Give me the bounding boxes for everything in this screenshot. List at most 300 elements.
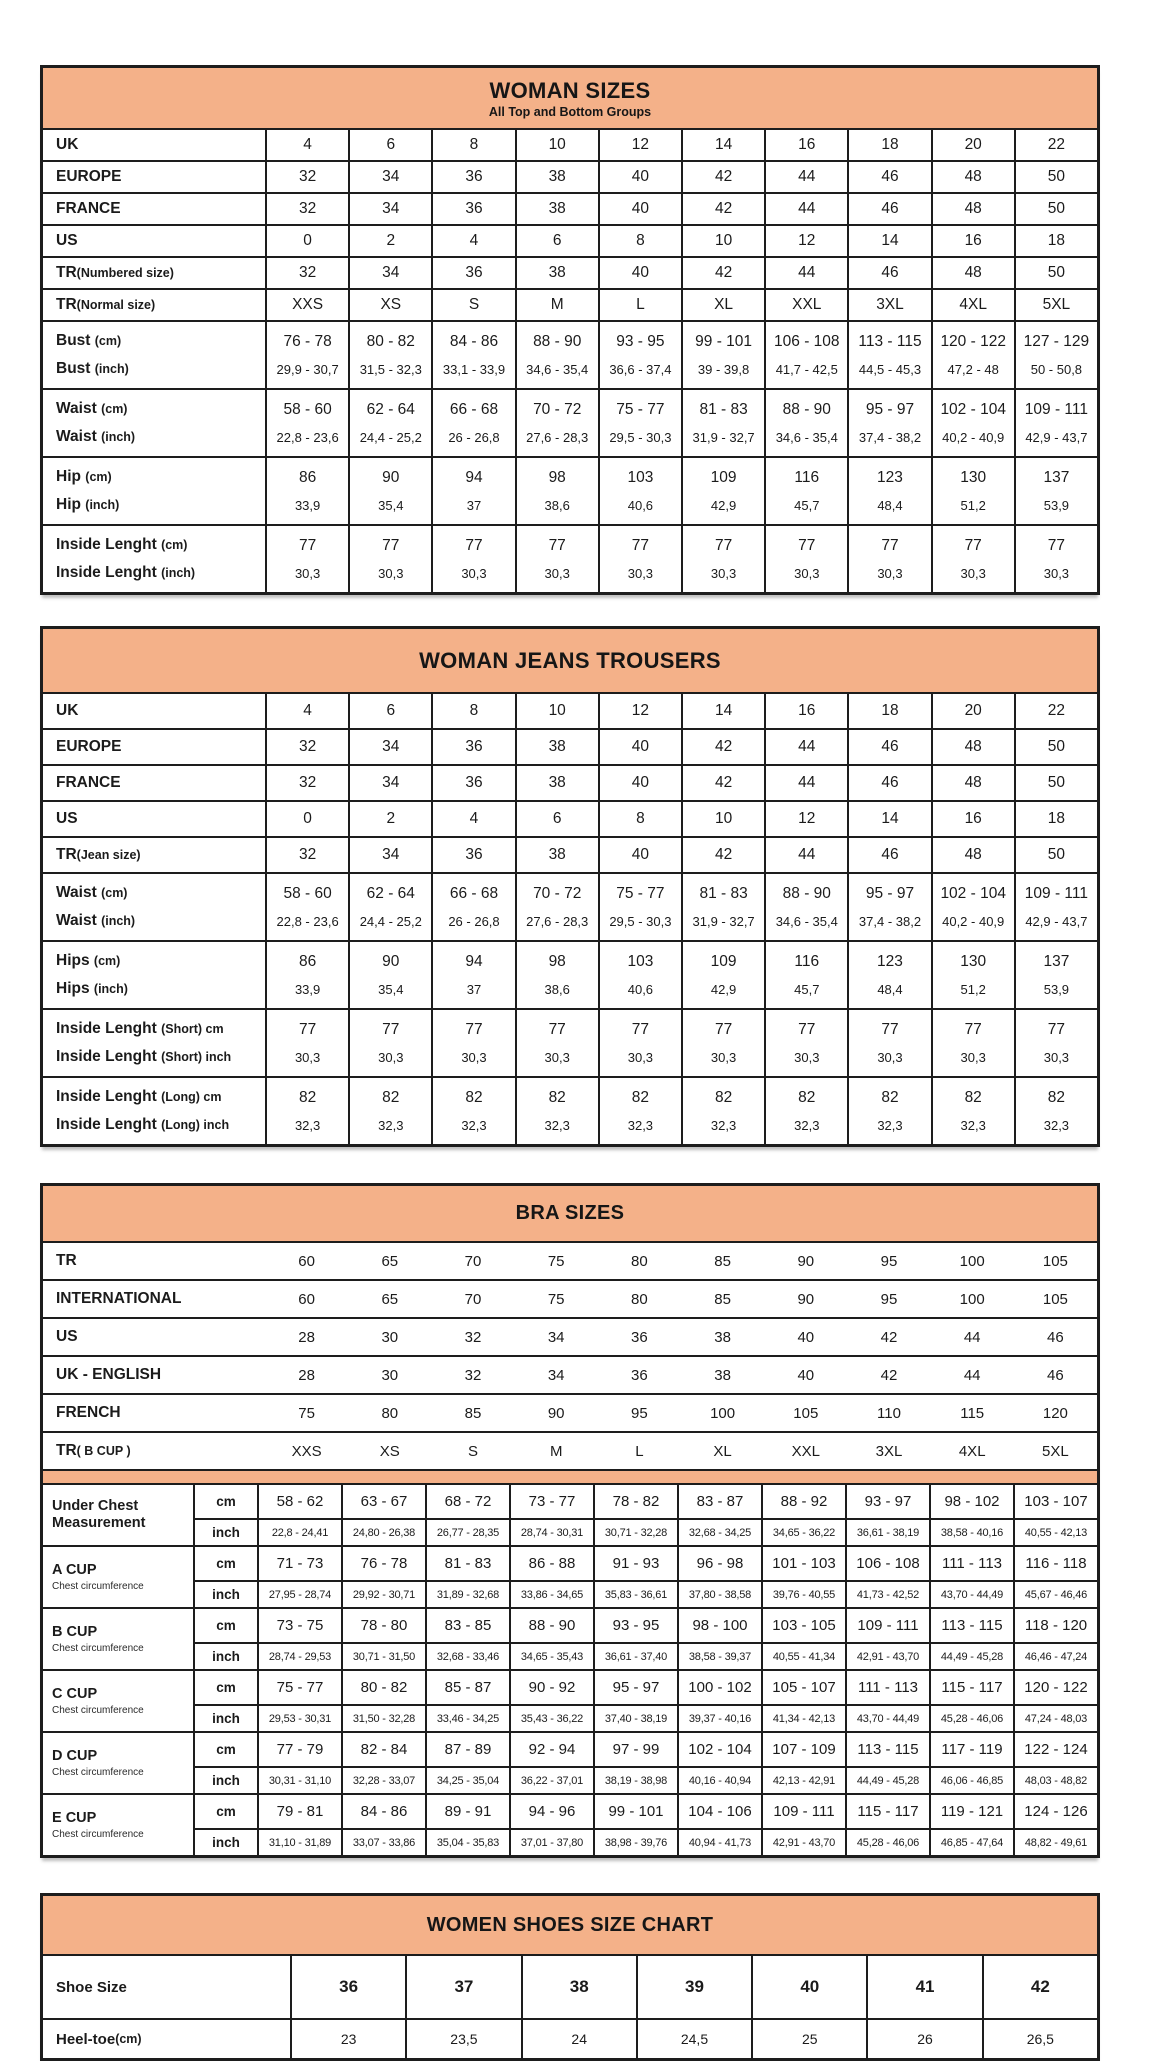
size-value-cm: 82 — [382, 1089, 400, 1106]
size-value: 0 — [265, 802, 348, 836]
size-value-inch: 32,3 — [294, 1118, 321, 1133]
row-label — [43, 1733, 193, 1793]
size-value-cm: 83 - 87 — [677, 1485, 761, 1518]
size-value-pair — [931, 942, 1014, 1008]
row-label — [43, 322, 265, 388]
size-value: 85 — [714, 1290, 731, 1308]
size-value: 75 — [547, 1290, 565, 1308]
table-title: BRA SIZES — [515, 1202, 625, 1224]
size-value-pair — [598, 942, 681, 1008]
size-value-inch: 33,9 — [294, 982, 321, 997]
size-value-inch: 36,22 - 37,01 — [509, 1766, 593, 1793]
cup-group — [43, 1545, 1097, 1607]
size-value: 22 — [1014, 130, 1097, 160]
table-row — [43, 224, 1097, 256]
size-value: 44 — [764, 162, 847, 192]
size-value-pair — [681, 322, 764, 388]
size-value-cm: 77 — [298, 537, 317, 554]
size-value-pair — [348, 390, 431, 456]
size-value-cm: 77 — [964, 537, 982, 554]
size-value-inch: 30,3 — [794, 1050, 820, 1065]
size-value: 39 — [636, 1956, 751, 2018]
size-value-pair — [764, 1078, 847, 1144]
size-value-inch: 46,06 - 46,85 — [929, 1766, 1013, 1793]
size-value: 36 — [431, 162, 514, 192]
size-value-inch: 45,7 — [794, 982, 820, 997]
size-value: 80 — [631, 1290, 648, 1308]
size-value-cm: 58 - 62 — [257, 1485, 341, 1518]
size-value: 48 — [931, 194, 1014, 224]
size-value-inch: 35,43 - 36,22 — [509, 1704, 593, 1731]
size-value: 46 — [847, 194, 930, 224]
size-value-inch: 22,8 - 23,6 — [276, 914, 339, 929]
size-value: 25 — [751, 2020, 866, 2058]
size-value-cm: 94 - 96 — [509, 1795, 593, 1828]
size-value-cm: 71 - 73 — [257, 1547, 341, 1580]
table-row — [43, 456, 1097, 524]
size-value-inch: 28,74 - 29,53 — [257, 1642, 341, 1669]
size-value: XL — [681, 290, 764, 320]
size-value: 4 — [431, 226, 514, 256]
shoes-header — [43, 1896, 1097, 1956]
size-value: 14 — [847, 226, 930, 256]
size-value-pair — [681, 942, 764, 1008]
size-value: 34 — [348, 258, 431, 288]
size-value-inch: 46,46 - 47,24 — [1013, 1642, 1097, 1669]
cup-label-main: D CUP — [52, 1747, 98, 1764]
size-value: XXS — [291, 1442, 322, 1460]
size-value-pair — [265, 1010, 348, 1076]
size-value: M — [515, 290, 598, 320]
size-value-pair — [431, 1078, 514, 1144]
size-value: 28 — [298, 1328, 315, 1346]
size-value-inch: 38,19 - 38,98 — [593, 1766, 677, 1793]
size-value: 42 — [681, 766, 764, 800]
size-value: 42 — [982, 1956, 1097, 2018]
size-value-pair — [931, 390, 1014, 456]
size-value-cm: 77 — [714, 537, 733, 554]
size-value-cm: 95 - 97 — [865, 401, 915, 418]
size-value-cm: 77 — [298, 1021, 317, 1038]
size-value-pair — [931, 874, 1014, 940]
size-value: 85 — [464, 1404, 482, 1422]
size-value: 2 — [348, 226, 431, 256]
size-value: 20 — [931, 130, 1014, 160]
size-value-inch: 28,74 - 30,31 — [509, 1518, 593, 1545]
size-value-cm: 101 - 103 — [761, 1547, 845, 1580]
size-value: 36 — [290, 1956, 405, 2018]
woman-jeans-header — [43, 629, 1097, 694]
size-value: 40 — [598, 730, 681, 764]
size-value-pair — [847, 1078, 930, 1144]
size-value-pair — [847, 322, 930, 388]
size-value-pair — [764, 1010, 847, 1076]
size-value: 90 — [547, 1404, 565, 1422]
size-value: 26 — [866, 2020, 981, 2058]
size-value-inch: 33,46 - 34,25 — [425, 1704, 509, 1731]
size-value-pair — [431, 1010, 514, 1076]
size-value-cm: 77 — [548, 537, 566, 554]
size-value-pair — [931, 322, 1014, 388]
size-value: 12 — [598, 130, 681, 160]
size-value-cm: 82 — [1047, 1089, 1066, 1106]
size-value: 18 — [1014, 226, 1097, 256]
size-value: 46 — [847, 162, 930, 192]
size-value-inch: 32,68 - 34,25 — [677, 1518, 761, 1545]
size-value: XS — [379, 1442, 400, 1460]
size-value-inch: 38,6 — [544, 498, 570, 513]
table-row — [43, 1956, 1097, 2018]
row-label: FRENCH — [56, 1404, 121, 1421]
size-value-pair — [598, 1010, 681, 1076]
size-value-inch: 30,3 — [877, 566, 903, 581]
size-value: 34 — [348, 162, 431, 192]
row-label: UK — [56, 136, 79, 153]
size-value-inch: 38,6 — [544, 982, 570, 997]
size-value-inch: 36,61 - 37,40 — [593, 1642, 677, 1669]
row-label: EUROPE — [56, 168, 122, 185]
row-label: TR (Jean size) — [56, 846, 141, 863]
size-value-inch: 30,3 — [461, 1050, 487, 1065]
size-value: 42 — [880, 1366, 898, 1384]
size-value: 42 — [681, 162, 764, 192]
size-value-cm: 78 - 80 — [341, 1609, 425, 1642]
cup-label-sub: Chest circumference — [52, 1643, 144, 1655]
size-value-cm: 81 - 83 — [425, 1547, 509, 1580]
size-value-inch: 33,9 — [294, 498, 321, 513]
row-label — [43, 942, 265, 1008]
size-value-inch: 31,9 - 32,7 — [692, 914, 755, 929]
size-value-cm: 130 — [960, 953, 987, 970]
size-value: XXL — [764, 290, 847, 320]
size-value-cm: 123 — [877, 953, 903, 970]
size-value-pair — [431, 526, 514, 592]
size-value-pair — [681, 1010, 764, 1076]
size-value-inch: 24,4 - 25,2 — [359, 430, 422, 445]
row-label — [43, 1671, 193, 1731]
size-value-cm: 75 - 77 — [616, 885, 665, 902]
row-label-bottom: Inside Lenght (Short) inch — [56, 1048, 232, 1065]
size-value: 44 — [963, 1328, 981, 1346]
size-value-pair — [265, 322, 348, 388]
row-label-bottom: Hip (inch) — [56, 496, 120, 513]
size-value-inch: 47,24 - 48,03 — [1013, 1704, 1097, 1731]
table-row — [43, 1431, 1097, 1469]
size-value: 105 — [793, 1404, 819, 1422]
size-value: L — [635, 1442, 644, 1460]
size-value-pair — [348, 526, 431, 592]
size-value-cm: 86 — [298, 469, 317, 486]
size-value-cm: 91 - 93 — [593, 1547, 677, 1580]
size-value: 115 — [960, 1404, 985, 1422]
size-value: 36 — [431, 194, 514, 224]
row-label — [43, 874, 265, 940]
size-value-cm: 77 — [714, 1021, 733, 1038]
size-value-cm: 92 - 94 — [509, 1733, 593, 1766]
size-value-pair — [1014, 1010, 1097, 1076]
size-value-pair — [265, 526, 348, 592]
row-label: US — [56, 232, 78, 249]
size-value-pair — [431, 942, 514, 1008]
size-value-cm: 82 - 84 — [341, 1733, 425, 1766]
size-value-inch: 30,3 — [294, 1050, 321, 1065]
size-value-inch: 41,34 - 42,13 — [761, 1704, 845, 1731]
size-value-inch: 26 - 26,8 — [448, 914, 500, 929]
size-value: 38 — [515, 766, 598, 800]
size-value: 36 — [431, 258, 514, 288]
size-value-inch: 30,71 - 32,28 — [593, 1518, 677, 1545]
unit-label-inch: inch — [193, 1642, 257, 1669]
size-value-inch: 34,6 - 35,4 — [775, 914, 838, 929]
size-value-cm: 73 - 75 — [257, 1609, 341, 1642]
size-value: 30 — [381, 1328, 399, 1346]
size-value: 0 — [265, 226, 348, 256]
size-value: 36 — [431, 766, 514, 800]
size-value: 36 — [431, 730, 514, 764]
size-value-inch: 32,3 — [794, 1118, 820, 1133]
size-value: XS — [348, 290, 431, 320]
size-value: 42 — [681, 730, 764, 764]
size-value-cm: 90 — [382, 469, 400, 486]
size-value-cm: 122 - 124 — [1013, 1733, 1097, 1766]
size-value-inch: 30,3 — [877, 1050, 903, 1065]
size-value: 38 — [515, 730, 598, 764]
size-value-pair — [764, 874, 847, 940]
size-value-cm: 82 — [714, 1089, 733, 1106]
row-label-top: Hip (cm) — [56, 468, 112, 485]
size-value: 36 — [431, 838, 514, 872]
size-value-inch: 40,16 - 40,94 — [677, 1766, 761, 1793]
size-value-cm: 123 — [877, 469, 903, 486]
size-value-inch: 33,86 - 34,65 — [509, 1580, 593, 1607]
size-value: 46 — [1047, 1328, 1064, 1346]
size-value-cm: 79 - 81 — [257, 1795, 341, 1828]
size-value-inch: 48,03 - 48,82 — [1013, 1766, 1097, 1793]
size-value-pair — [598, 322, 681, 388]
size-value: L — [598, 290, 681, 320]
size-value-cm: 105 - 107 — [761, 1671, 845, 1704]
size-value-inch: 53,9 — [1043, 498, 1070, 513]
size-value-inch: 48,4 — [877, 498, 903, 513]
size-value: 48 — [931, 838, 1014, 872]
size-value-inch: 34,6 - 35,4 — [526, 362, 589, 377]
size-value-cm: 127 - 129 — [1023, 333, 1090, 350]
size-value-inch: 53,9 — [1043, 982, 1070, 997]
size-value-pair — [348, 1078, 431, 1144]
size-value-cm: 88 - 90 — [533, 333, 582, 350]
row-label: INTERNATIONAL — [56, 1290, 182, 1307]
size-value: 32 — [265, 162, 348, 192]
table-subtitle: All Top and Bottom Groups — [488, 104, 652, 119]
size-value-pair — [431, 458, 514, 524]
size-value-inch: 37 — [466, 498, 482, 513]
size-value-cm: 98 — [548, 953, 566, 970]
size-value-inch: 42,9 - 43,7 — [1025, 430, 1088, 445]
size-value-inch: 30,3 — [1043, 1050, 1070, 1065]
size-value: 40 — [797, 1328, 815, 1346]
size-value: 38 — [714, 1328, 731, 1346]
size-value: 6 — [348, 694, 431, 728]
bra-cup-grid — [43, 1485, 1097, 1855]
size-value-inch: 30,3 — [378, 1050, 404, 1065]
size-value-pair — [431, 390, 514, 456]
size-value-cm: 80 - 82 — [341, 1671, 425, 1704]
size-value: 48 — [931, 766, 1014, 800]
size-value-inch: 51,2 — [960, 982, 986, 997]
row-label-bottom: Bust (inch) — [56, 360, 129, 377]
size-value: 23 — [290, 2020, 405, 2058]
size-value-cm: 82 — [964, 1089, 982, 1106]
row-label — [43, 1010, 265, 1076]
table-row — [43, 1393, 1097, 1431]
size-value: 5XL — [1014, 290, 1097, 320]
row-label: Heel-toe (cm) — [56, 2030, 142, 2048]
size-value: 6 — [348, 130, 431, 160]
row-label: Shoe Size — [56, 1978, 127, 1996]
size-value-cm: 77 — [631, 1021, 650, 1038]
size-value-cm: 84 - 86 — [341, 1795, 425, 1828]
size-value-inch: 29,53 - 30,31 — [257, 1704, 341, 1731]
size-value-inch: 43,70 - 44,49 — [845, 1704, 929, 1731]
row-label — [43, 526, 265, 592]
row-label: FRANCE — [56, 200, 121, 217]
size-value-inch: 27,6 - 28,3 — [526, 430, 589, 445]
size-value-cm: 109 — [710, 469, 737, 486]
size-value-pair — [847, 1010, 930, 1076]
size-value: 3XL — [847, 290, 930, 320]
size-value-cm: 106 - 108 — [845, 1547, 929, 1580]
table-title: WOMAN SIZES — [489, 77, 651, 103]
size-value: 90 — [797, 1290, 815, 1308]
unit-label-cm: cm — [193, 1547, 257, 1580]
size-value: 48 — [931, 162, 1014, 192]
size-value-cm: 100 - 102 — [677, 1671, 761, 1704]
size-value: 3XL — [875, 1442, 903, 1460]
size-value-pair — [764, 526, 847, 592]
size-value: 34 — [348, 838, 431, 872]
size-value-pair — [515, 526, 598, 592]
size-value-cm: 82 — [298, 1089, 317, 1106]
size-value-inch: 32,3 — [877, 1118, 903, 1133]
size-value: 90 — [797, 1252, 815, 1270]
size-value-cm: 90 — [382, 953, 400, 970]
size-value-cm: 58 - 60 — [283, 885, 332, 902]
size-value: 46 — [847, 258, 930, 288]
size-value: 30 — [381, 1366, 399, 1384]
size-value-inch: 45,28 - 46,06 — [845, 1828, 929, 1855]
size-value-inch: 30,3 — [544, 1050, 570, 1065]
size-value-pair — [265, 458, 348, 524]
size-value: 38 — [521, 1956, 636, 2018]
size-value-cm: 77 — [881, 537, 899, 554]
size-value-cm: 98 - 100 — [677, 1609, 761, 1642]
size-value: 50 — [1014, 730, 1097, 764]
table-row — [43, 2018, 1097, 2058]
size-value: 6 — [515, 802, 598, 836]
size-value: 40 — [598, 162, 681, 192]
size-value-pair — [1014, 322, 1097, 388]
row-label: TR (Normal size) — [56, 296, 156, 313]
size-value-inch: 48,4 — [877, 982, 903, 997]
size-value: 12 — [764, 802, 847, 836]
size-value-cm: 82 — [548, 1089, 566, 1106]
size-value-cm: 66 - 68 — [449, 401, 499, 418]
size-value: 32 — [265, 258, 348, 288]
size-value: 14 — [681, 130, 764, 160]
size-value: 8 — [431, 694, 514, 728]
row-label — [43, 1485, 193, 1545]
size-value-cm: 77 — [798, 537, 816, 554]
unit-label-inch: inch — [193, 1766, 257, 1793]
size-value-inch: 32,3 — [378, 1118, 404, 1133]
size-value-inch: 22,8 - 24,41 — [257, 1518, 341, 1545]
size-value: 50 — [1014, 258, 1097, 288]
size-value-pair — [598, 458, 681, 524]
size-value-inch: 29,5 - 30,3 — [609, 430, 672, 445]
unit-label-inch: inch — [193, 1518, 257, 1545]
size-value-pair — [681, 526, 764, 592]
size-value-cm: 73 - 77 — [509, 1485, 593, 1518]
size-value-cm: 77 - 79 — [257, 1733, 341, 1766]
size-value: 22 — [1014, 694, 1097, 728]
size-value-inch: 30,3 — [710, 566, 737, 581]
size-value: 4 — [265, 694, 348, 728]
size-value-cm: 116 — [794, 469, 820, 486]
size-value-cm: 75 - 77 — [257, 1671, 341, 1704]
size-value-inch: 39,37 - 40,16 — [677, 1704, 761, 1731]
table-row — [43, 388, 1097, 456]
size-value-inch: 45,67 - 46,46 — [1013, 1580, 1097, 1607]
size-value-cm: 63 - 67 — [341, 1485, 425, 1518]
size-value-cm: 113 - 115 — [845, 1733, 929, 1766]
size-value-inch: 32,3 — [627, 1118, 654, 1133]
size-value: 100 — [959, 1290, 985, 1308]
unit-label-inch: inch — [193, 1704, 257, 1731]
size-value-pair — [1014, 1078, 1097, 1144]
size-value: 40 — [598, 766, 681, 800]
size-value-inch: 42,9 — [710, 982, 737, 997]
size-value: 46 — [847, 730, 930, 764]
size-value-inch: 29,9 - 30,7 — [276, 362, 339, 377]
size-value-cm: 77 — [382, 1021, 400, 1038]
size-value-inch: 29,92 - 30,71 — [341, 1580, 425, 1607]
size-value-pair — [764, 942, 847, 1008]
size-value-pair — [515, 1078, 598, 1144]
size-value: 8 — [598, 226, 681, 256]
size-value: XXL — [791, 1442, 820, 1460]
size-value-inch: 50 - 50,8 — [1030, 362, 1083, 377]
size-value-cm: 62 - 64 — [366, 885, 415, 902]
row-label: TR (Numbered size) — [56, 264, 174, 281]
size-value-inch: 34,25 - 35,04 — [425, 1766, 509, 1793]
size-value-inch: 35,4 — [378, 498, 404, 513]
size-value: 65 — [381, 1252, 399, 1270]
size-value: 4XL — [958, 1442, 986, 1460]
size-value-inch: 22,8 - 23,6 — [276, 430, 339, 445]
size-value: 36 — [631, 1328, 648, 1346]
cup-label-sub: Chest circumference — [52, 1767, 144, 1779]
row-label-bottom: Hips (inch) — [56, 980, 128, 997]
size-value-cm: 95 - 97 — [593, 1671, 677, 1704]
size-value-inch: 30,3 — [1043, 566, 1070, 581]
size-value-inch: 30,3 — [794, 566, 820, 581]
table-row — [43, 1243, 1097, 1279]
size-value-inch: 30,3 — [378, 566, 404, 581]
size-value: 40 — [598, 258, 681, 288]
size-value-inch: 46,85 - 47,64 — [929, 1828, 1013, 1855]
size-value-cm: 99 - 101 — [695, 333, 753, 350]
size-value-inch: 32,3 — [544, 1118, 570, 1133]
